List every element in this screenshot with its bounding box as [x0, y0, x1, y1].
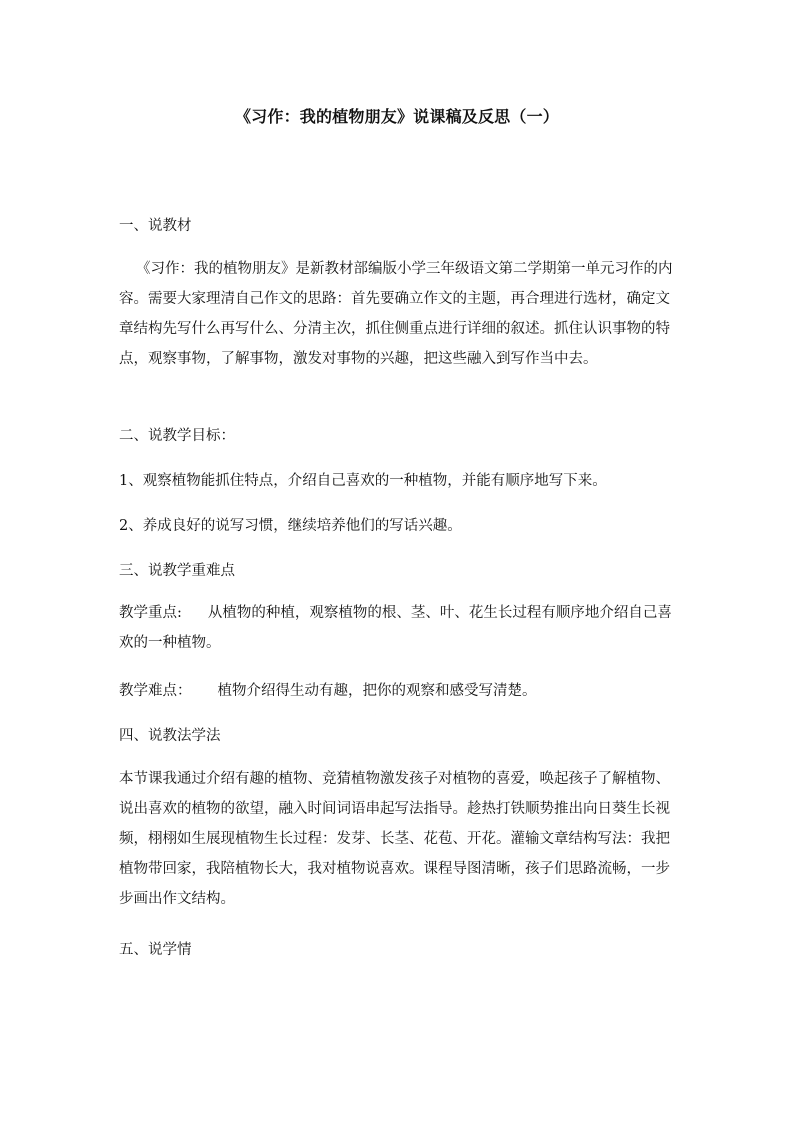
section-heading-objectives: 二、说教学目标：: [119, 428, 235, 444]
objective-item-2: 2、养成良好的说写习惯，继续培养他们的写话兴趣。: [119, 518, 462, 534]
section-heading-methods: 四、说教法学法: [119, 728, 221, 744]
methods-paragraph: 本节课我通过介绍有趣的植物、竞猜植物激发孩子对植物的喜爱，唤起孩子了解植物、说出喜欢的植物的欲望，融入时间词语串起写法指导。趁热打铁顺势推出向日葵生长视频，栩栩如生展现植物生长过程：发芽、长茎、花苞、开花。灌输文章结构写法：我把植物带回家，我陪植物长大，我对植物说喜欢。课程导图清晰，孩子们思路流畅，一步步画出作文结构。: [119, 771, 670, 907]
teaching-focus-text: 从植物的种植，观察植物的根、茎、叶、花生长过程有顺序地介绍自己喜欢的一种植物。: [119, 605, 672, 651]
teaching-focus: [119, 598, 675, 658]
textbook-paragraph: 《习作：我的植物朋友》是新教材部编版小学三年级语文第二学期第一单元习作的内容。需要大家理清自己作文的思路：首先要确立作文的主题，再合理进行选材，确定文章结构先写什么再写什么、分清主次，抓住侧重点进行详细的叙述。抓住认识事物的特点，观察事物，了解事物，激发对事物的兴趣，把这些融入到写作当中去。: [119, 261, 673, 367]
section-heading-textbook: 一、说教材: [119, 218, 192, 234]
teaching-difficulty-label: 教学难点：: [119, 683, 192, 699]
section-heading-student-analysis: 五、说学情: [119, 942, 192, 958]
teaching-difficulty: [119, 679, 679, 700]
objective-item-1: 1、观察植物能抓住特点，介绍自己喜欢的一种植物，并能有顺序地写下来。: [119, 473, 607, 489]
section-heading-key-points: 三、说教学重难点: [119, 563, 235, 579]
teaching-focus-label: 教学重点:: [119, 605, 182, 621]
teaching-difficulty-text: 植物介绍得生动有趣，把你的观察和感受写清楚。: [217, 683, 537, 699]
document-title: 《习作：我的植物朋友》说课稿及反思（一）: [234, 107, 559, 126]
